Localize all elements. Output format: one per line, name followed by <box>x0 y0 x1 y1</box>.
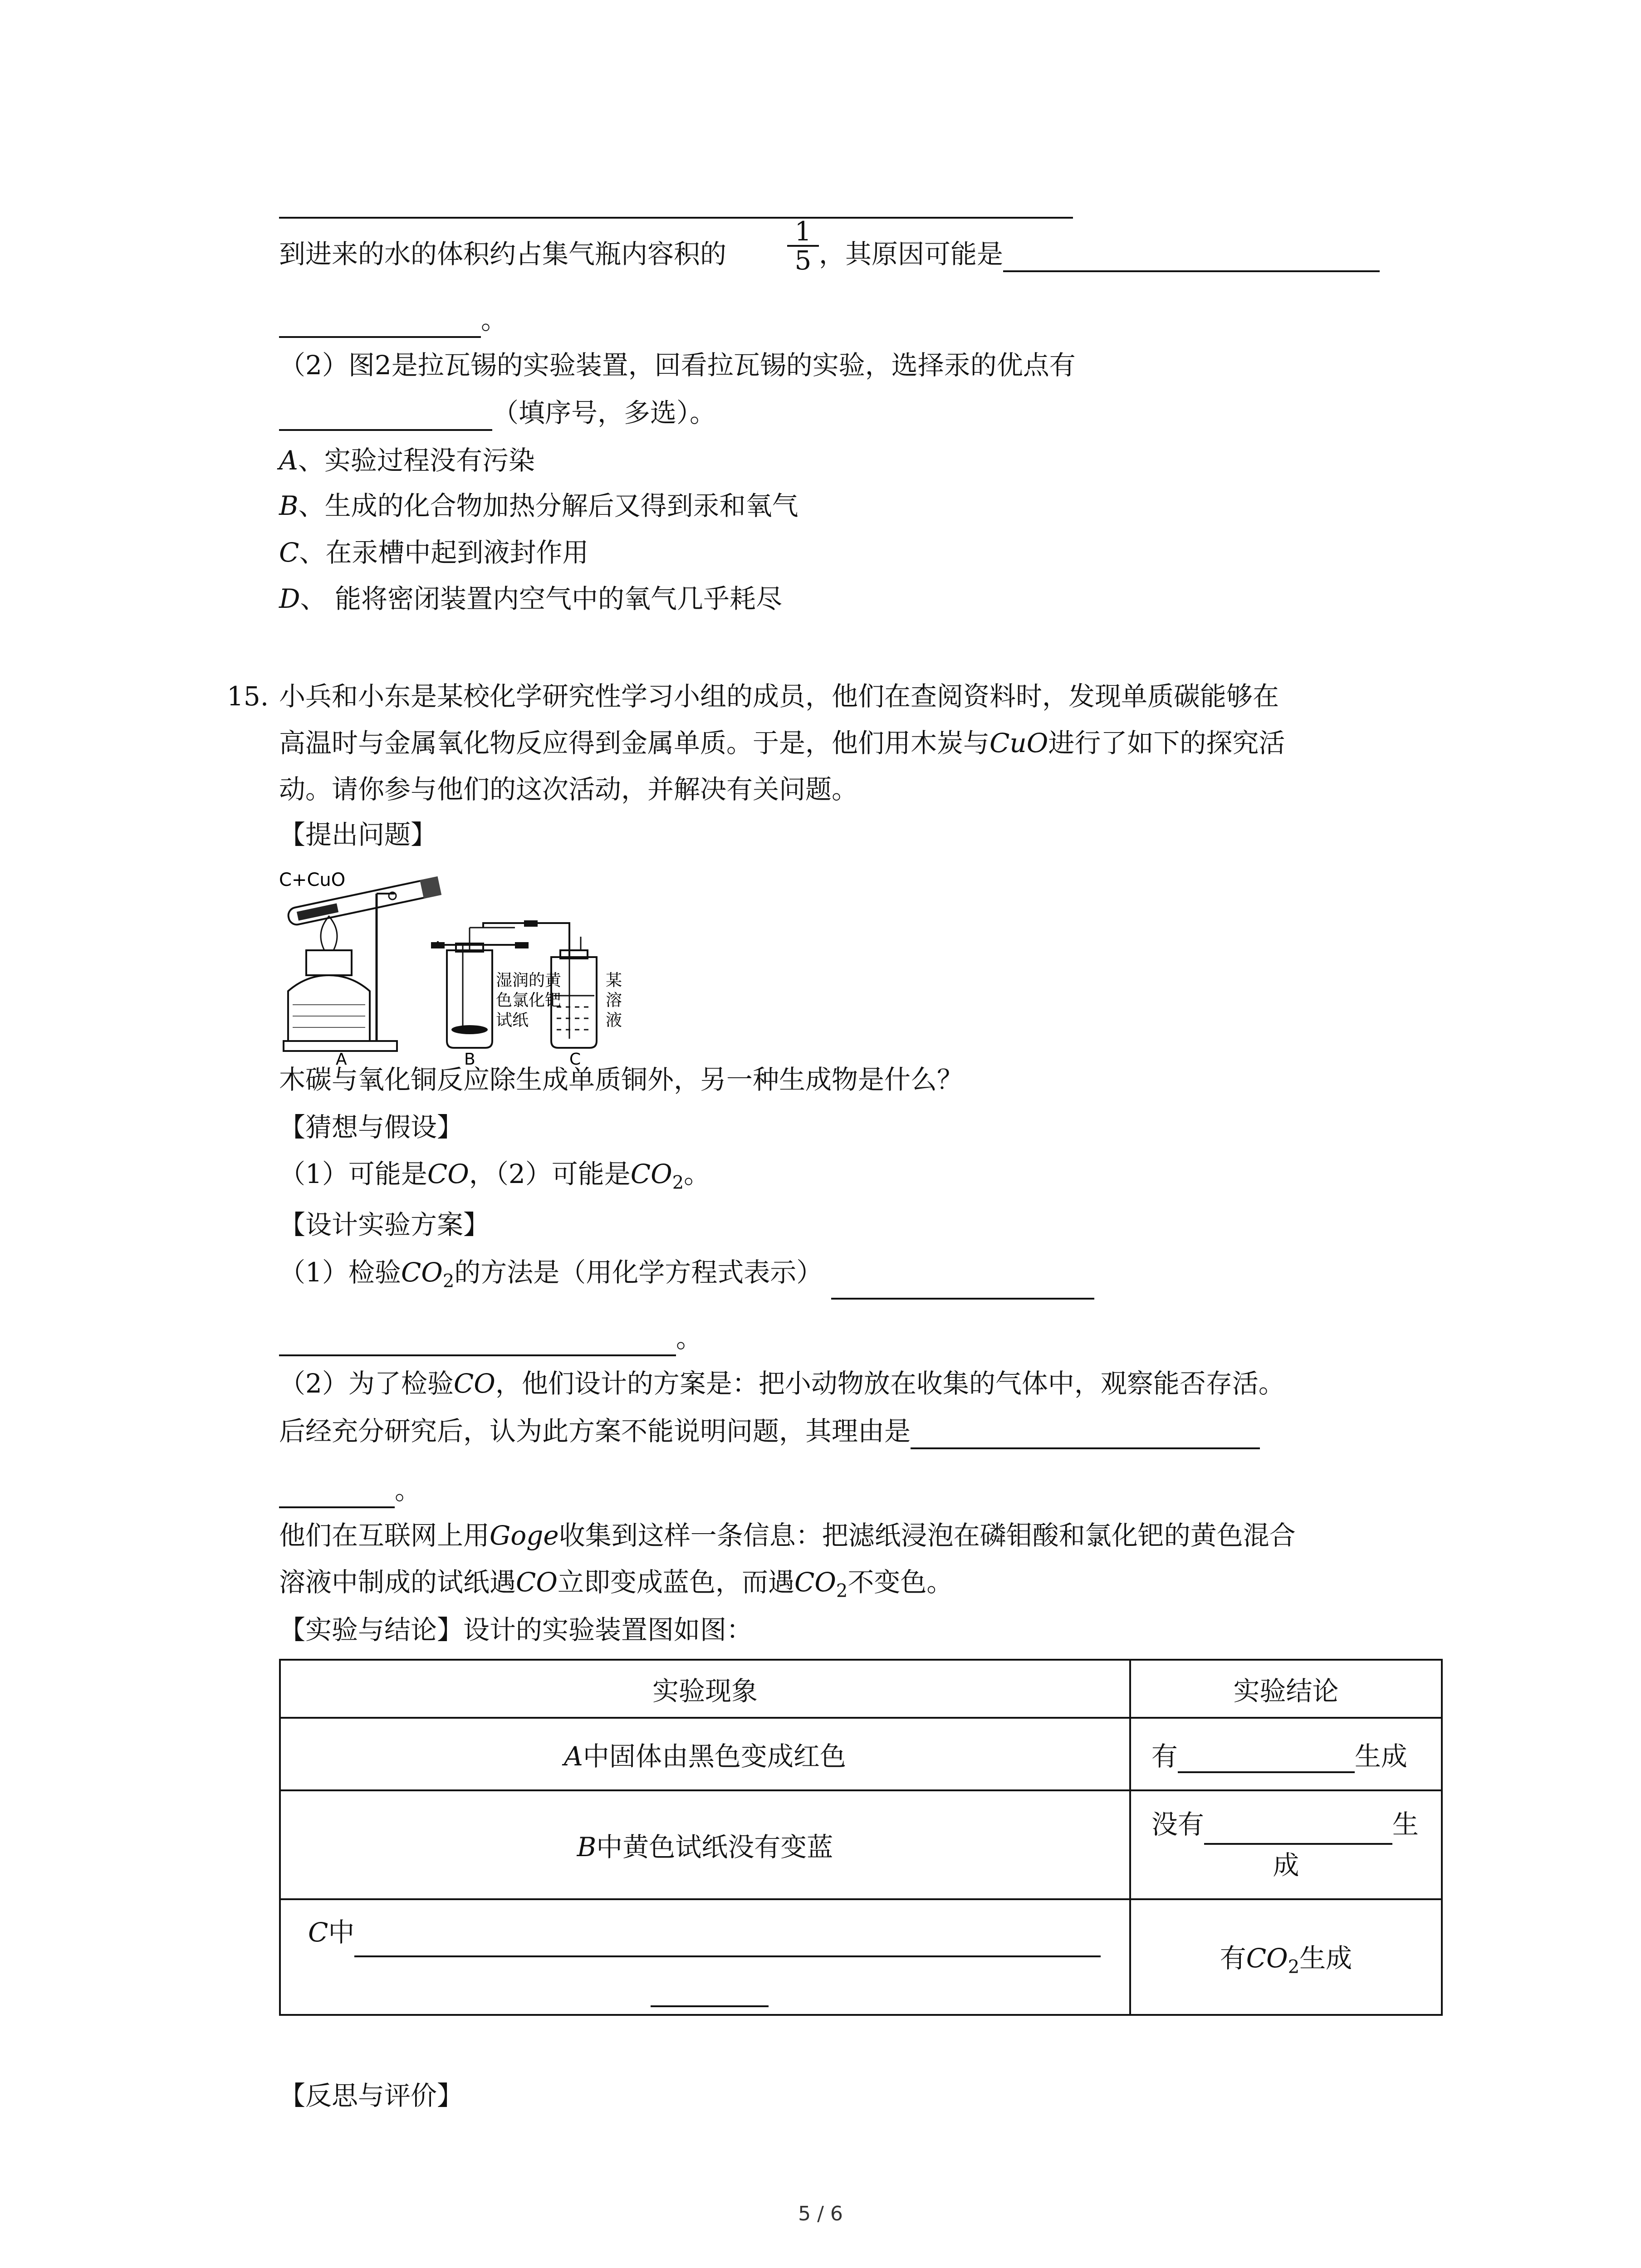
figure-reactant-label: C+CuO <box>279 870 346 890</box>
answer-blank[interactable] <box>831 1271 1094 1300</box>
info-line-1: 他们在互联网上用Goge收集到这样一条信息：把滤纸浸泡在磷钼酸和氯化钯的黄色混合 <box>279 1520 1296 1551</box>
answer-blank[interactable] <box>1003 243 1380 272</box>
q14-line1: 到进来的水的体积约占集气瓶内容积的 <box>279 239 727 269</box>
q15-intro-2: 高温时与金属氧化物反应得到金属单质。于是，他们用木炭与CuO进行了如下的探究活 <box>279 728 1285 758</box>
question-text: 木碳与氧化铜反应除生成单质铜外，另一种生成物是什么？ <box>279 1064 964 1095</box>
conclusion-cell: 没有 生 成 <box>1130 1790 1442 1899</box>
heading-design: 【设计实验方案】 <box>279 1209 490 1240</box>
option-b: B、生成的化合物加热分解后又得到汞和氧气 <box>279 490 798 521</box>
answer-blank[interactable] <box>354 1928 1101 1957</box>
conclusion-cell: 有 生成 <box>1130 1718 1442 1790</box>
q15-intro-3: 动。请你参与他们的这次活动，并解决有关问题。 <box>279 774 858 805</box>
option-c: C、在汞槽中起到液封作用 <box>279 537 589 568</box>
table-row <box>280 1899 1442 2015</box>
label-c-1: 某 <box>606 971 622 990</box>
letter-b: B <box>464 1050 475 1066</box>
q14-part2-b: （填序号，多选）。 <box>279 395 716 431</box>
label-b-3: 试纸 <box>496 1011 529 1030</box>
design-2-c: 。 <box>279 1472 421 1508</box>
q15-intro-1: 小兵和小东是某校化学研究性学习小组的成员，他们在查阅资料时，发现单质碳能够在 <box>279 681 1279 712</box>
phenomenon-cell: B中黄色试纸没有变蓝 <box>280 1790 1130 1899</box>
label-c-2: 溶 <box>606 991 622 1010</box>
label-c-3: 液 <box>606 1011 622 1030</box>
design-2-b: 后经充分研究后，认为此方案不能说明问题，其理由是 <box>279 1413 1260 1449</box>
table-row <box>280 1790 1442 1899</box>
apparatus-figure <box>279 860 687 1066</box>
answer-blank[interactable] <box>279 402 492 431</box>
header-phenomenon: 实验现象 <box>280 1660 1130 1718</box>
design-1: （1）检验$CO_2$的方法是（用化学方程式表示） <box>279 1254 1094 1300</box>
answer-blank[interactable] <box>651 1978 769 2007</box>
heading-experiment: 【实验与结论】设计的实验装置图如图： <box>279 1614 753 1645</box>
fraction-one-fifth: 1 5 <box>787 218 819 274</box>
heading-guess: 【猜想与假设】 <box>279 1112 464 1143</box>
results-table <box>279 1659 1443 2016</box>
answer-blank[interactable] <box>1204 1816 1392 1845</box>
heading-question: 【提出问题】 <box>279 819 437 850</box>
conclusion-cell: 有$CO_2$生成 <box>1130 1899 1442 2015</box>
answer-blank[interactable] <box>279 1327 676 1356</box>
answer-blank-line <box>279 217 1073 219</box>
table-header-row <box>280 1660 1442 1718</box>
q14-line2: 。 <box>279 302 507 338</box>
heading-reflection: 【反思与评价】 <box>279 2080 464 2111</box>
page-number: 5 / 6 <box>798 2202 843 2225</box>
answer-blank[interactable] <box>279 309 481 338</box>
label-b-1: 湿润的黄 <box>496 971 562 990</box>
guess-line: （1）可能是CO，（2）可能是$CO_2$。 <box>279 1158 710 1193</box>
letter-c: C <box>569 1050 581 1066</box>
q14-part2: （2）图2是拉瓦锡的实验装置，回看拉瓦锡的实验，选择汞的优点有 <box>279 350 1076 381</box>
option-d: D、 能将密闭装置内空气中的氧气几乎耗尽 <box>279 583 782 614</box>
design-1-cont: 。 <box>279 1320 702 1356</box>
answer-blank[interactable] <box>279 1479 395 1508</box>
header-conclusion: 实验结论 <box>1130 1660 1442 1718</box>
question-number: 15. <box>227 681 269 712</box>
info-line-2: 溶液中制成的试纸遇CO立即变成蓝色，而遇$CO_2$不变色。 <box>279 1567 953 1602</box>
letter-a: A <box>336 1050 347 1066</box>
phenomenon-cell: C中 <box>280 1899 1130 2015</box>
phenomenon-cell: A中固体由黑色变成红色 <box>280 1718 1130 1790</box>
label-b-2: 色氯化钯 <box>496 991 562 1010</box>
table-row <box>280 1718 1442 1790</box>
answer-blank[interactable] <box>911 1420 1260 1449</box>
design-2: （2）为了检验CO，他们设计的方案是：把小动物放在收集的气体中，观察能否存活。 <box>279 1368 1285 1399</box>
q14-line1-post: ，其原因可能是 <box>819 236 1380 272</box>
answer-blank[interactable] <box>1178 1744 1355 1773</box>
option-a: A、实验过程没有污染 <box>279 445 535 476</box>
